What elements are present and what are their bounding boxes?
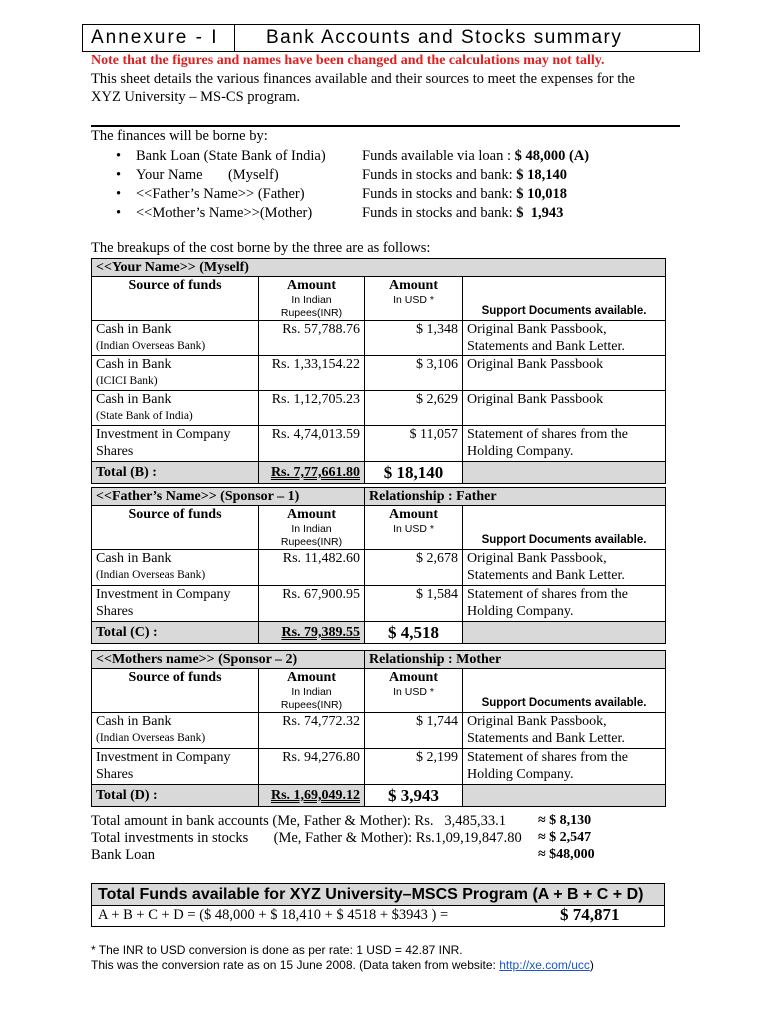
disclaimer-note: Note that the figures and names have been changed and the calculations may not tally.	[91, 53, 605, 68]
table-title: <<Father’s Name>> (Sponsor – 1)	[92, 488, 365, 506]
bullet-icon: •	[116, 186, 122, 202]
stocks-total-label: Total investments in stocks (Me, Father & Mother): Rs.1,09,19,847.80	[91, 830, 522, 846]
col-source-header: Source of funds	[92, 669, 259, 713]
myself-funds-table	[91, 258, 666, 484]
borne-by-heading: The finances will be borne by:	[91, 128, 268, 144]
table-row: Cash in Bank (ICICI Bank) Rs. 1,33,154.22 $ 3,106 Original Bank Passbook	[92, 356, 666, 391]
relationship-label: Relationship : Mother	[365, 651, 666, 669]
col-support-header: Support Documents available.	[463, 669, 666, 713]
table-row: Cash in Bank (Indian Overseas Bank) Rs. 74,772.32 $ 1,744 Original Bank Passbook, Statements and Bank Letter.	[92, 713, 666, 749]
annexure-header	[82, 24, 700, 52]
stocks-total-value: ≈ $ 2,547	[538, 830, 592, 845]
funder-amount: Funds in stocks and bank: $ 10,018	[362, 186, 568, 202]
funder-amount: Funds in stocks and bank: $ 18,140	[362, 167, 568, 183]
funder-name: <<Father’s Name>> (Father)	[136, 186, 305, 202]
relationship-label: Relationship : Father	[365, 488, 666, 506]
bank-total-label: Total amount in bank accounts (Me, Father & Mother): Rs. 3,485,33.1	[91, 813, 506, 829]
intro-line-1: This sheet details the various finances available and their sources to meet the expenses for the	[91, 71, 635, 87]
bullet-icon: •	[116, 148, 122, 164]
footnote-source: This was the conversion rate as on 15 June 2008. (Data taken from website: http://xe.com/ucc)	[91, 958, 594, 972]
col-inr-header: Amount In Indian Rupees(INR)	[259, 669, 365, 713]
horizontal-rule	[91, 125, 680, 127]
table-title: <<Mothers name>> (Sponsor – 2)	[92, 651, 365, 669]
xe-link[interactable]: http://xe.com/ucc	[499, 958, 590, 972]
father-funds-table	[91, 487, 666, 644]
intro-line-2: XYZ University – MS-CS program.	[91, 89, 301, 105]
funder-name: Bank Loan (State Bank of India)	[136, 148, 326, 164]
grand-total-value: $ 74,871	[560, 905, 620, 924]
funder-name: Your Name (Myself)	[136, 167, 279, 183]
bullet-icon: •	[116, 205, 122, 221]
funder-name: <<Mother’s Name>>(Mother)	[136, 205, 313, 221]
table-title: <<Your Name>> (Myself)	[92, 259, 666, 277]
funder-amount: Funds in stocks and bank: $ 1,943	[362, 205, 564, 221]
table-row: Investment in Company Shares Rs. 67,900.95 $ 1,584 Statement of shares from the Holding Company.	[92, 586, 666, 622]
col-usd-header: Amount In USD *	[365, 277, 463, 321]
table-row: Cash in Bank (Indian Overseas Bank) Rs. 11,482.60 $ 2,678 Original Bank Passbook, Statements and Bank Letter.	[92, 550, 666, 586]
col-support-header: Support Documents available.	[463, 277, 666, 321]
bank-total-value: ≈ $ 8,130	[538, 813, 592, 828]
loan-label: Bank Loan	[91, 847, 156, 863]
table-row: Cash in Bank (State Bank of India) Rs. 1,12,705.23 $ 2,629 Original Bank Passbook	[92, 391, 666, 426]
grand-total-formula	[91, 905, 665, 927]
breakups-heading: The breakups of the cost borne by the three are as follows:	[91, 240, 431, 256]
table-row: Cash in Bank (Indian Overseas Bank) Rs. 57,788.76 $ 1,348 Original Bank Passbook, Statements and Bank Letter.	[92, 321, 666, 356]
col-usd-header: Amount In USD *	[365, 506, 463, 550]
annexure-label: Annexure - I	[83, 25, 235, 51]
col-usd-header: Amount In USD *	[365, 669, 463, 713]
formula-text: A + B + C + D = ($ 48,000 + $ 18,410 + $ 4518 + $3943 ) =	[98, 907, 449, 923]
funder-amount: Funds available via loan : $ 48,000 (A)	[362, 148, 590, 164]
col-support-header: Support Documents available.	[463, 506, 666, 550]
document-title: Bank Accounts and Stocks summary	[266, 27, 623, 48]
mother-funds-table	[91, 650, 666, 807]
col-source-header: Source of funds	[92, 277, 259, 321]
col-inr-header: Amount In Indian Rupees(INR)	[259, 277, 365, 321]
grand-total-title: Total Funds available for XYZ University–MSCS Program (A + B + C + D)	[91, 883, 665, 906]
total-row: Total (B) : Rs. 7,77,661.80 $ 18,140	[92, 462, 666, 484]
col-inr-header: Amount In Indian Rupees(INR)	[259, 506, 365, 550]
col-source-header: Source of funds	[92, 506, 259, 550]
total-row: Total (C) : Rs. 79,389.55 $ 4,518	[92, 622, 666, 644]
table-row: Investment in Company Shares Rs. 94,276.80 $ 2,199 Statement of shares from the Holding Company.	[92, 749, 666, 785]
total-row: Total (D) : Rs. 1,69,049.12 $ 3,943	[92, 785, 666, 807]
footnote-rate: * The INR to USD conversion is done as per rate: 1 USD = 42.87 INR.	[91, 943, 463, 957]
table-row: Investment in Company Shares Rs. 4,74,013.59 $ 11,057 Statement of shares from the Holding Company.	[92, 426, 666, 462]
bullet-icon: •	[116, 167, 122, 183]
loan-value: ≈ $48,000	[538, 847, 595, 862]
